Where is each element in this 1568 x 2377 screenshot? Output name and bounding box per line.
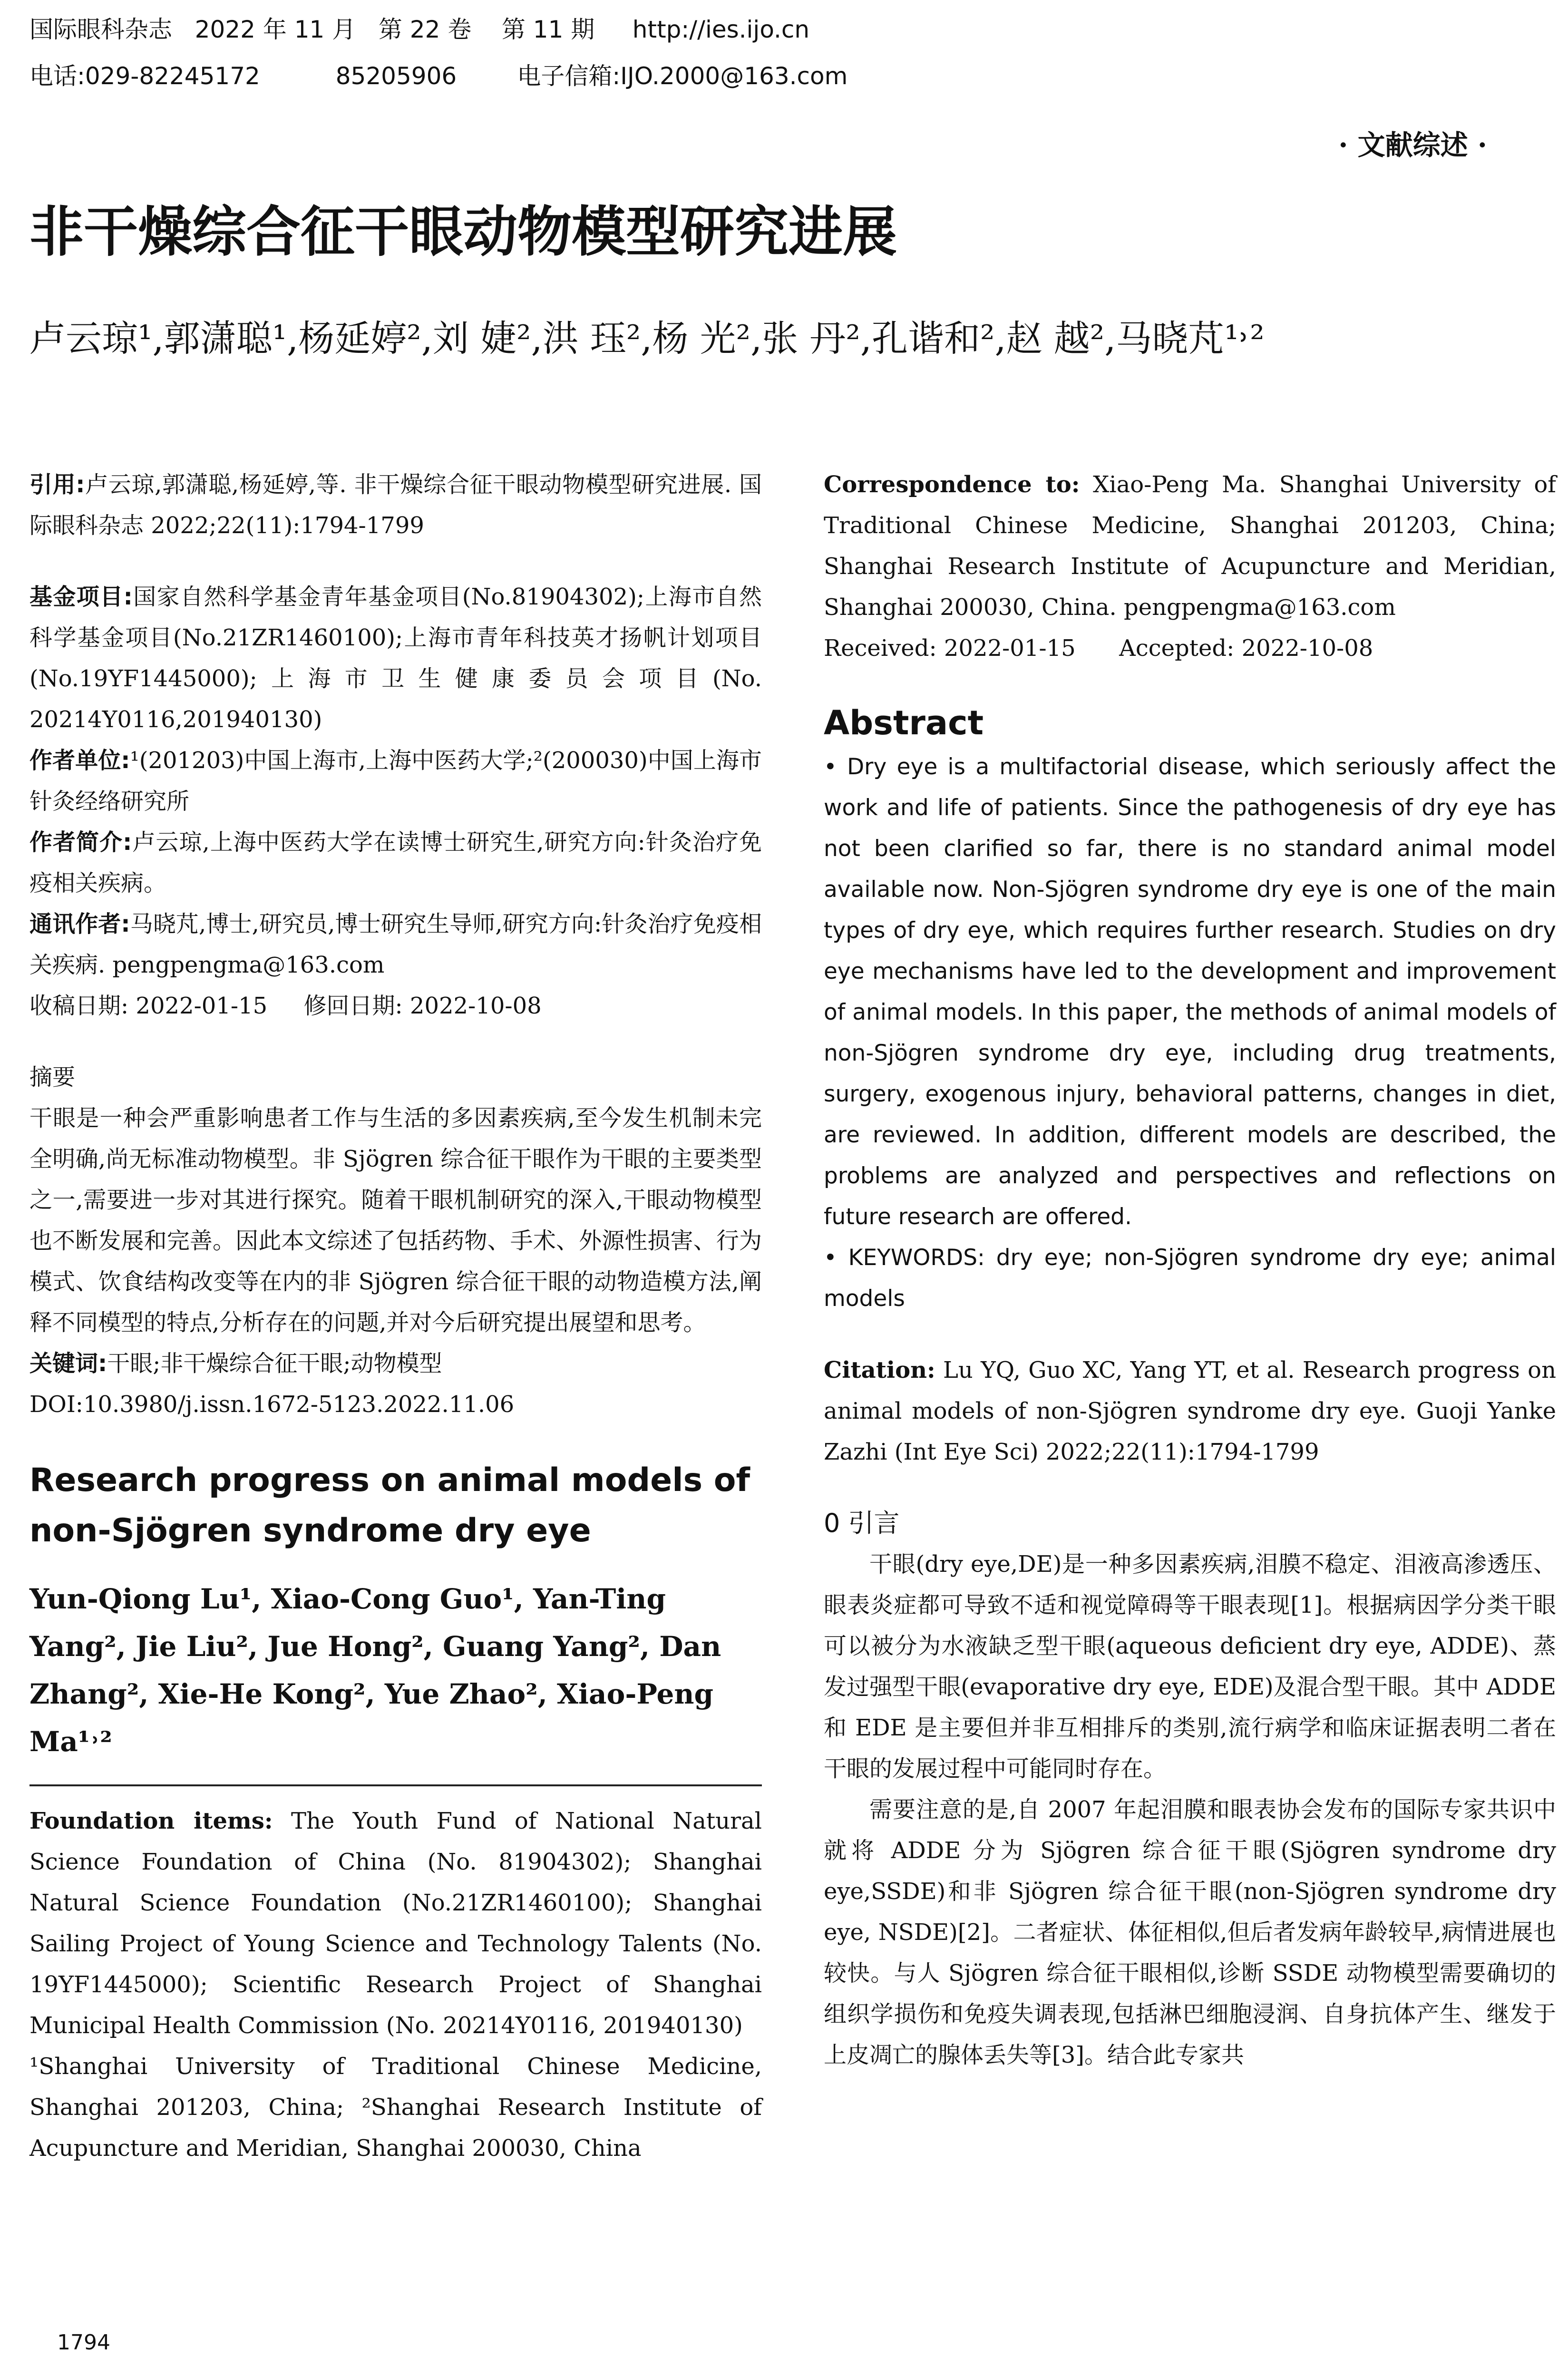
keywords-zh-label: 关键词:: [29, 1350, 107, 1377]
affiliation-zh: [29, 740, 762, 822]
author-bio-zh: [29, 822, 762, 904]
abstract-zh-label: 摘要: [29, 1064, 76, 1091]
affiliation-en: ¹Shanghai University of Traditional Chinese Medicine, Shanghai 201203, China; ²Shanghai Research Institute of Acupuncture and Meridian, Shanghai 200030, China: [29, 2053, 762, 2162]
authors-zh: 卢云琼¹,郭潇聪¹,杨延婷²,刘 婕²,洪 珏²,杨 光²,张 丹²,孔谐和²,赵 越²,马晓芃¹˒²: [29, 317, 1265, 360]
correspondence-en: [824, 464, 1556, 628]
article-title: 非干燥综合征干眼动物模型研究进展: [29, 200, 897, 263]
english-authors: Yun-Qiong Lu¹, Xiao-Cong Guo¹, Yan-Ting Yang², Jie Liu², Jue Hong², Guang Yang², Dan Zhang², Xie-He Kong², Yue Zhao², Xiao-Peng Ma¹˒²: [29, 1583, 721, 1758]
citation-en-text: Lu YQ, Guo XC, Yang YT, et al. Research progress on animal models of non-Sjögren syndrome dry eye. Guoji Yanke Zazhi (Int Eye Sci) 2022;22(11):1794-1799: [824, 1357, 1556, 1465]
keywords-zh: [29, 1343, 762, 1384]
keywords-zh-text: 干眼;非干燥综合征干眼;动物模型: [107, 1350, 442, 1377]
divider: [29, 1784, 762, 1786]
funding-zh: [29, 576, 762, 740]
citation-zh-text: 卢云琼,郭潇聪,杨延婷,等. 非干燥综合征干眼动物模型研究进展. 国际眼科杂志 2022;22(11):1794-1799: [29, 471, 762, 539]
english-title: Research progress on animal models of non-Sjögren syndrome dry eye: [29, 1461, 750, 1549]
foundation-en-label: Foundation items:: [29, 1808, 273, 1834]
abstract-en-text: • Dry eye is a multifactorial disease, which seriously affect the work and life of patients. Since the pathogenesis of dry eye has not been clarified so far, there is no standard animal model available now. Non-Sjögren syndrome dry eye is one of the main types of dry eye, which requires further research. Studies on dry eye mechanisms have led to the development and improvement of animal models. In this paper, the methods of animal models of non-Sjögren syndrome dry eye, including drug treatments, surgery, exogenous injury, behavioral patterns, changes in diet, are reviewed. In addition, different models are described, the problems are analyzed and perspectives and reflections on future research are offered.: [824, 754, 1556, 1230]
correspondence-zh: [29, 904, 762, 985]
citation-zh: [29, 464, 762, 546]
affiliation-zh-text: ¹(201203)中国上海市,上海中医药大学;²(200030)中国上海市针灸经络研究所: [29, 747, 762, 815]
keywords-en: • KEYWORDS: dry eye; non-Sjögren syndrome dry eye; animal models: [824, 1245, 1556, 1312]
journal-header-line1: 国际眼科杂志 2022 年 11 月 第 22 卷 第 11 期 http://ies.ijo.cn: [29, 16, 810, 43]
page-number: 1794: [57, 2330, 110, 2355]
author-bio-zh-label: 作者简介:: [29, 829, 132, 856]
affiliation-zh-label: 作者单位:: [29, 747, 130, 774]
left-column: [29, 464, 762, 2169]
dates-zh: 收稿日期: 2022-01-15 修回日期: 2022-10-08: [29, 993, 542, 1019]
author-bio-zh-text: 卢云琼,上海中医药大学在读博士研究生,研究方向:针灸治疗免疫相关疾病。: [29, 829, 762, 896]
citation-en-label: Citation:: [824, 1357, 935, 1383]
right-column: [824, 464, 1556, 2075]
correspondence-en-text: Xiao-Peng Ma. Shanghai University of Traditional Chinese Medicine, Shanghai 201203, China; Shanghai Research Institute of Acupuncture and Meridian, Shanghai 200030, China. pengpengma@163.com: [824, 471, 1556, 621]
journal-header-line2: 电话:029-82245172 85205906 电子信箱:IJO.2000@163.com: [29, 62, 848, 90]
abstract-en-heading: Abstract: [824, 703, 984, 742]
dates-en: Received: 2022-01-15 Accepted: 2022-10-08: [824, 635, 1373, 662]
funding-zh-label: 基金项目:: [29, 584, 133, 610]
doi: DOI:10.3980/j.issn.1672-5123.2022.11.06: [29, 1391, 515, 1418]
section-tag: · 文献综述 ·: [1338, 129, 1487, 161]
correspondence-zh-text: 马晓芃,博士,研究员,博士研究生导师,研究方向:针灸治疗免疫相关疾病. pengpengma@163.com: [29, 911, 762, 978]
intro-heading: 0 引言: [824, 1508, 900, 1538]
foundation-en: [29, 1801, 762, 2046]
correspondence-en-label: Correspondence to:: [824, 471, 1080, 498]
intro-paragraph-1: 干眼(dry eye,DE)是一种多因素疾病,泪膜不稳定、泪液高渗透压、眼表炎症都可导致不适和视觉障碍等干眼表现[1]。根据病因学分类干眼可以被分为水液缺乏型干眼(aqueous deficient dry eye, ADDE)、蒸发过强型干眼(evaporative dry eye, EDE)及混合型干眼。其中 ADDE 和 EDE 是主要但并非互相排斥的类别,流行病学和临床证据表明二者在干眼的发展过程中可能同时存在。: [824, 1551, 1556, 1782]
intro-paragraph-2: 需要注意的是,自 2007 年起泪膜和眼表协会发布的国际专家共识中就将 ADDE 分为 Sjögren 综合征干眼(Sjögren syndrome dry eye,SSDE)和非 Sjögren 综合征干眼(non-Sjögren syndrome dry eye, NSDE)[2]。二者症状、体征相似,但后者发病年龄较早,病情进展也较快。与人 Sjögren 综合征干眼相似,诊断 SSDE 动物模型需要确切的组织学损伤和免疫失调表现,包括淋巴细胞浸润、自身抗体产生、继发于上皮凋亡的腺体丢失等[3]。结合此专家共: [824, 1796, 1556, 2068]
citation-en: [824, 1350, 1556, 1472]
citation-zh-label: 引用:: [29, 471, 85, 498]
foundation-en-text: The Youth Fund of National Natural Science Foundation of China (No. 81904302); Shanghai Natural Science Foundation (No.21ZR1460100); Shanghai Sailing Project of Young Science and Technology Talents (No. 19YF1445000); Scientific Research Project of Shanghai Municipal Health Commission (No. 20214Y0116, 201940130): [29, 1808, 762, 2039]
funding-zh-text: 国家自然科学基金青年基金项目(No.81904302);上海市自然科学基金项目(No.21ZR1460100);上海市青年科技英才扬帆计划项目(No.19YF1445000);上海市卫生健康委员会项目(No. 20214Y0116,201940130): [29, 584, 762, 733]
abstract-zh-text: 干眼是一种会严重影响患者工作与生活的多因素疾病,至今发生机制未完全明确,尚无标准动物模型。非 Sjögren 综合征干眼作为干眼的主要类型之一,需要进一步对其进行探究。随着干眼机制研究的深入,干眼动物模型也不断发展和完善。因此本文综述了包括药物、手术、外源性损害、行为模式、饮食结构改变等在内的非 Sjögren 综合征干眼的动物造模方法,阐释不同模型的特点,分析存在的问题,并对今后研究提出展望和思考。: [29, 1105, 762, 1336]
correspondence-zh-label: 通讯作者:: [29, 911, 130, 937]
